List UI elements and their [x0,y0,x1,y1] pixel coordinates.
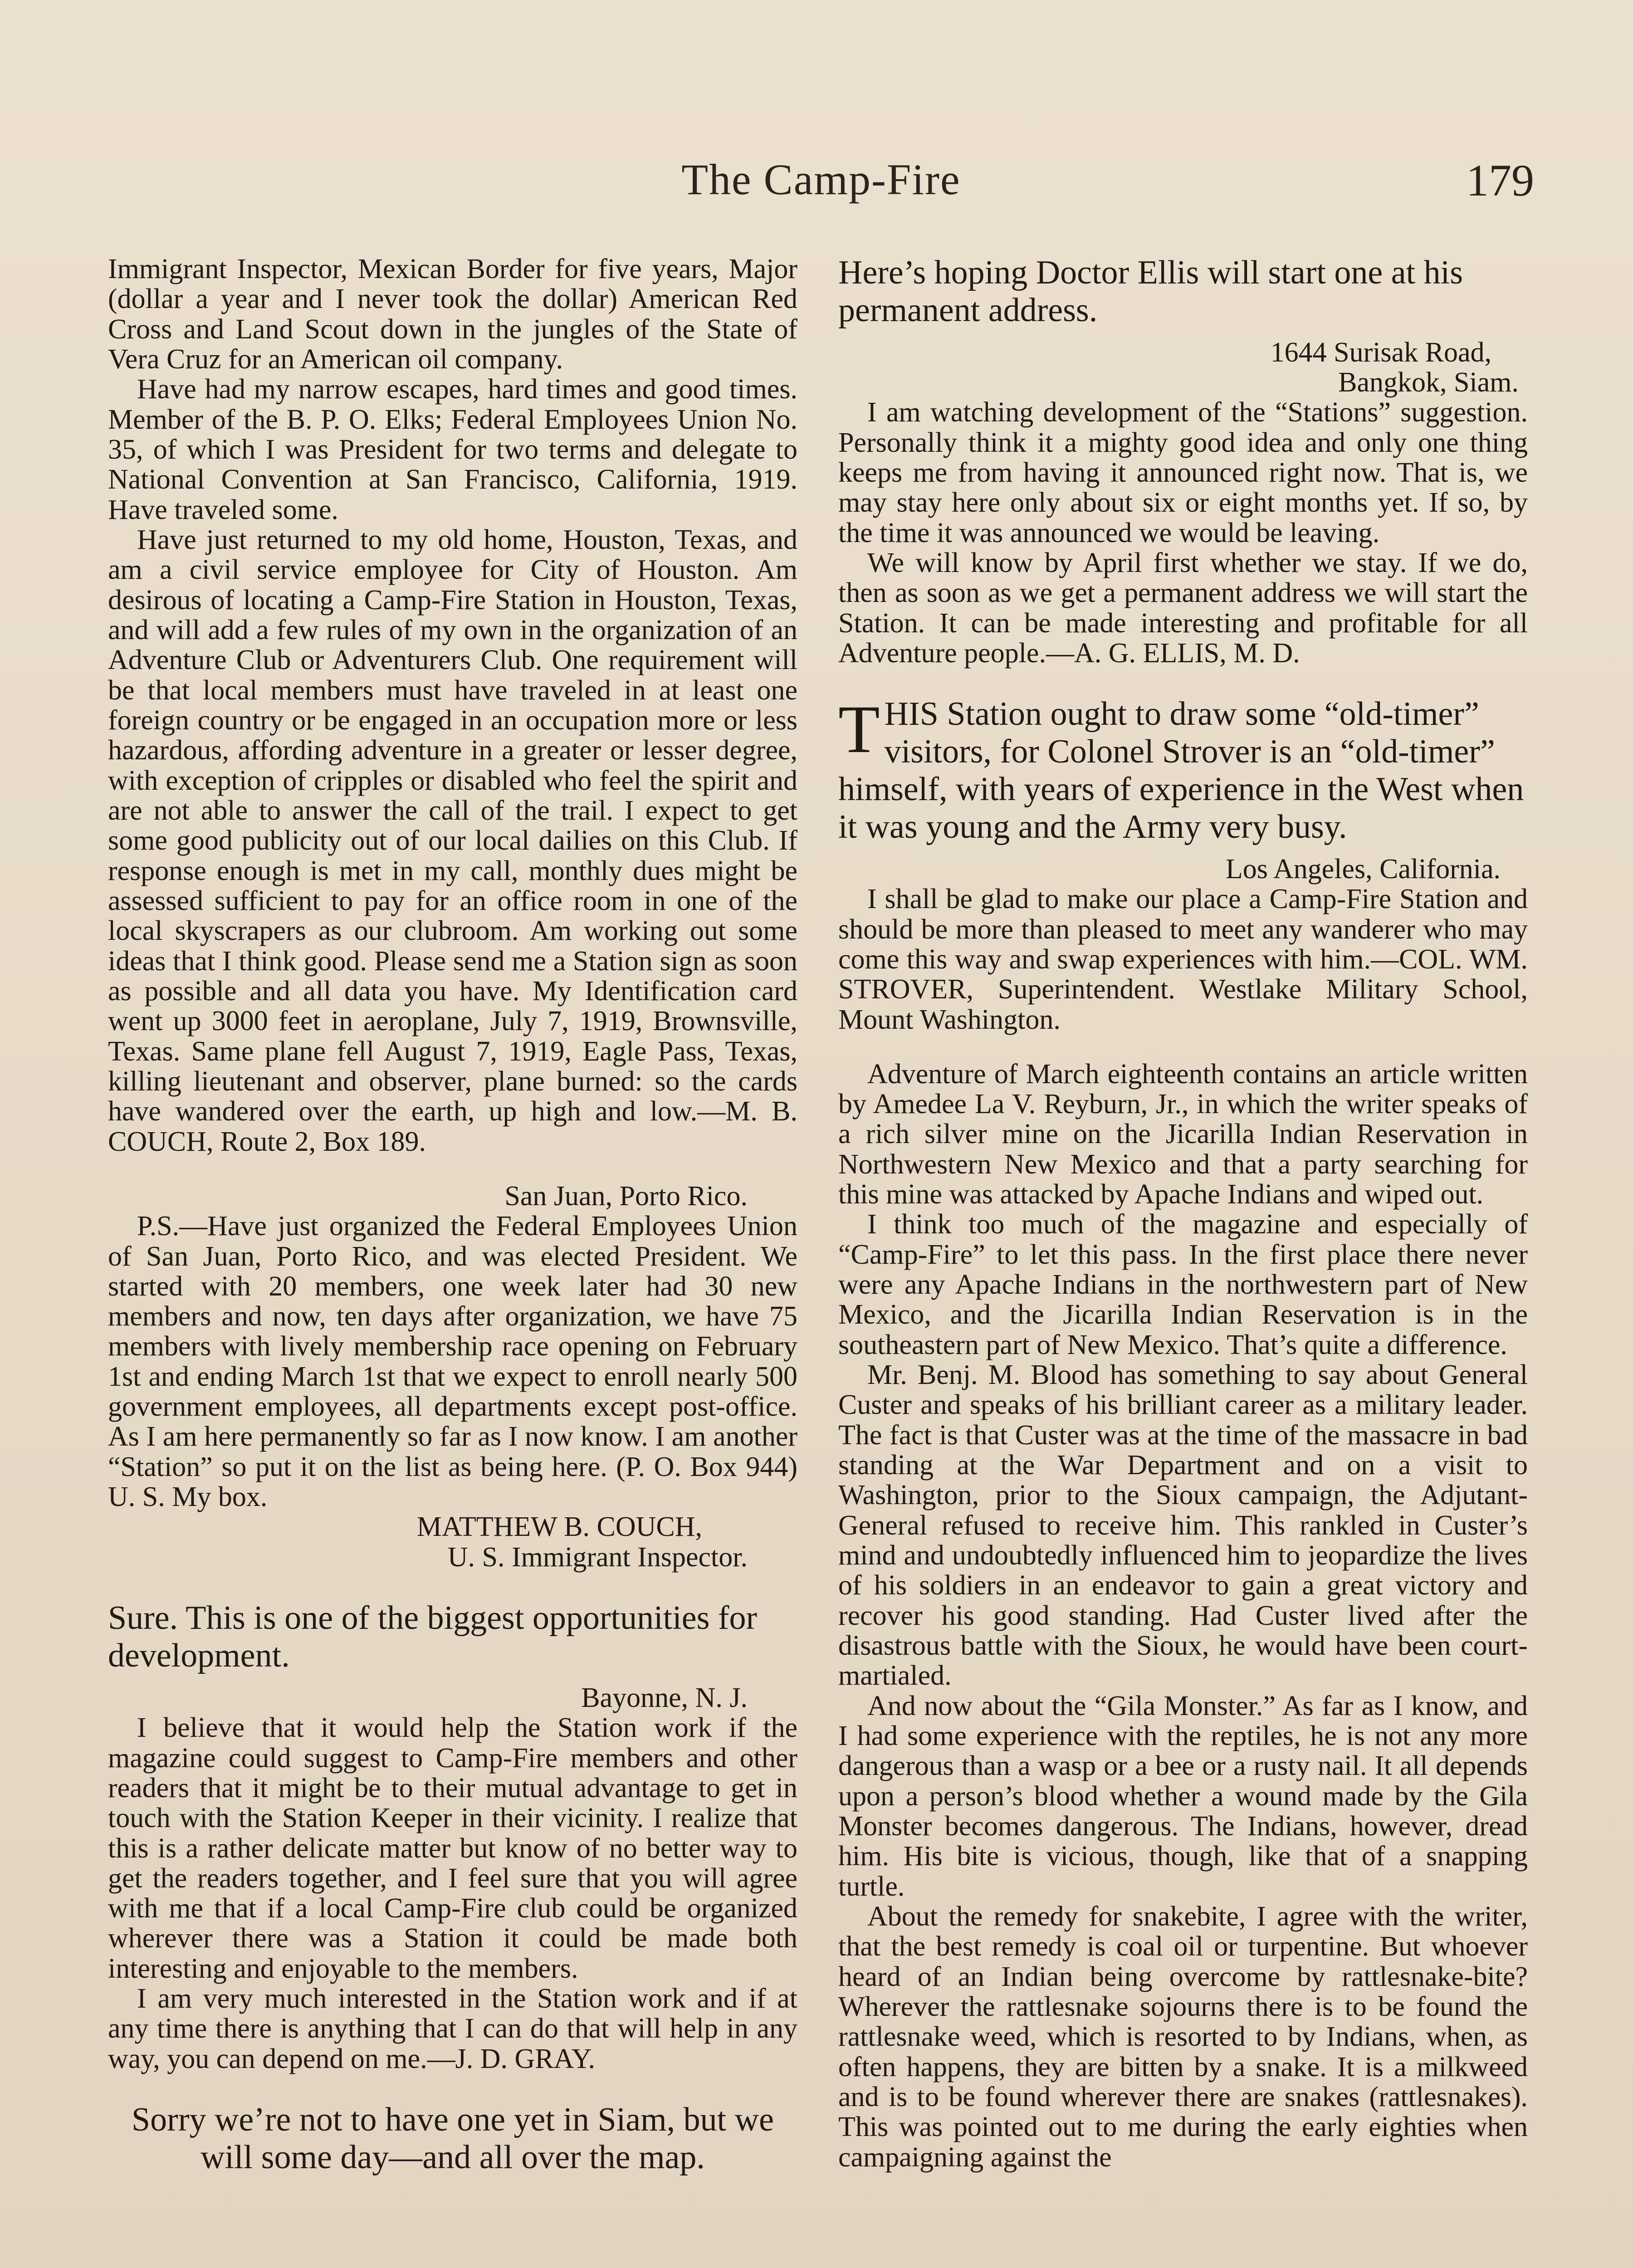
letter-paragraph: We will know by April first whether we stay. If we do, then as soon as we get a permanent address we will start the Station. It can be made interesting and profitable for all Adventure people.—A. G. ELLIS, M. D. [838,547,1528,669]
spacer [838,1035,1528,1059]
running-head-title: The Camp-Fire [681,155,961,204]
spacer [108,1157,797,1181]
editor-comment: Sorry we’re not to have one yet in Siam, but we will some day—and all over the map. [132,2101,774,2176]
letter-place: Bayonne, N. J. [581,1682,748,1713]
editor-comment: Here’s hoping Doctor Ellis will start one at his permanent address. [838,254,1463,329]
letter-paragraph: Mr. Benj. M. Blood has something to say about General Custer and speaks of his brilliant career as a military leader. The fact is that Custer was at the time of the massacre in bad standing at the War Department and on a visit to Washington, prior to the Sioux campaign, the Adjutant-General refused to receive him. This rankled in Custer’s mind and undoubtedly influenced him to jeopardize the lives of his soldiers in an endeavor to gain a great victory and recover his good standing. Had Custer lived after the disastrous battle with the Sioux, he would have been court-martialed. [838,1359,1528,1691]
page-number: 179 [1466,155,1534,205]
letter-paragraph: Adventure of March eighteenth contains an article written by Amedee La V. Reyburn, Jr., in which the writer speaks of a rich silver mine on the Jicarilla Indian Reservation in Northwestern New Mexico and that a party searching for this mine was attacked by Apache Indians and wiped out. [838,1058,1528,1210]
letter-paragraph: Immigrant Inspector, Mexican Border for five years, Major (dollar a year and I never took the dollar) American Red Cross and Land Scout down in the jungles of the State of Vera Cruz for an American oil company. [108,254,797,375]
letter-signature: MATTHEW B. COUCH, [416,1511,702,1543]
letter-paragraph: I think too much of the magazine and especially of “Camp-Fire” to let this pass. In the first place there never were any Apache Indians in the northwestern part of New Mexico, and the Jicarilla Indian Reservation is in the southeastern part of New Mexico. That’s quite a difference. [838,1209,1528,1360]
letter-paragraph: I shall be glad to make our place a Camp-Fire Station and should be more than pleased to meet any wanderer who may come this way and swap experiences with him.—COL. WM. STROVER, Superintendent. Westlake Military School, Mount Washington. [838,884,1528,1035]
letter-address: 1644 Surisak Road, [1270,337,1491,368]
letter-paragraph: And now about the “Gila Monster.” As far as I know, and I had some experience with the reptiles, he is not any more dangerous than a wasp or a bee or a rusty nail. It all depends upon a person’s blood whether a wound made by the Gila Monster becomes dangerous. The Indians, however, dread him. His bite is vicious, though, like that of a snapping turtle. [838,1690,1528,1902]
editor-comment: Sure. This is one of the biggest opportunities for development. [108,1599,758,1674]
letter-paragraph: About the remedy for snakebite, I agree with the writer, that the best remedy is coal oil or turpentine. But whoever heard of an Indian being overcome by rattlesnake-bite? Wherever the rattlesnake sojourns there is to be found the rattlesnake weed, which is resorted to by Indians, when, as often happens, they are bitten by a snake. It is a milkweed and is to be found wherever there are snakes (rattlesnakes). This was pointed out to me during the early eighties when campaigning against the [838,1901,1528,2173]
letter-paragraph: I am watching development of the “Stations” suggestion. Personally think it a mighty good idea and only one thing keeps me from having it announced right now. That is, we may stay here only about six or eight months yet. If so, by the time it was announced we would be leaving. [838,397,1528,548]
letter-paragraph: Have just returned to my old home, Houston, Texas, and am a civil service employee for City of Houston. Am desirous of locating a Camp-Fire Station in Houston, Texas, and will add a few rules of my own in the organization of an Adventure Club or Adventurers Club. One requirement will be that local members must have traveled in at least one foreign country or be engaged in an occupation more or less hazardous, affording adventure in a greater or lesser degree, with exception of cripples or disabled who feel the spirit and are not able to answer the call of the trail. I expect to get some good publicity out of our local dailies on this Club. If response enough is met in my call, monthly dues might be assessed sufficient to pay for an office room in one of the local skyscrapers as our clubroom. Am working out some ideas that I think good. Please send me a Station sign as soon as possible and all data you have. My Identification card went up 3000 feet in aeroplane, July 7, 1919, Brownsville, Texas. Same plane fell August 7, 1919, Eagle Pass, Texas, killing lieutenant and observer, plane burned: so the cards have wandered over the earth, up high and low.—M. B. COUCH, Route 2, Box 189. [108,524,797,1157]
letter-paragraph: I am very much interested in the Station work and if at any time there is anything that I can do that will help in any way, you can depend on me.—J. D. GRAY. [108,1983,797,2074]
page-header [108,154,1534,218]
letter-place: San Juan, Porto Rico. [504,1180,748,1212]
letter-place: Los Angeles, California. [1225,853,1501,885]
right-column [838,254,1528,2172]
letter-signature: U. S. Immigrant Inspector. [447,1541,748,1573]
editor-comment: THIS Station ought to draw some “old-timer” visitors, for Colonel Strover is an “old-timer” himself, with years of experience in the West when it was young and the Army very busy. [838,692,1524,846]
letter-paragraph: P.S.—Have just organized the Federal Employees Union of San Juan, Porto Rico, and was elected President. We started with 20 members, one week later had 30 new members and now, ten days after organization, we have 75 members with lively membership race opening on February 1st and ending March 1st that we expect to enroll nearly 500 government employees, all departments except post-office. As I am here permanently so far as I now know. I am another “Station” so put it on the list as being here. (P. O. Box 944) U. S. My box. [108,1211,797,1513]
letter-paragraph: I believe that it would help the Station work if the magazine could suggest to Camp-Fire members and other readers that it might be to their mutual advantage to get in touch with the Station Keeper in their vicinity. I realize that this is a rather delicate matter but know of no better way to get the readers together, and I feel sure that you will agree with me that if a local Camp-Fire club could be organized wherever there was a Station it could be made both interesting and enjoyable to the members. [108,1712,797,1984]
letter-paragraph: Have had my narrow escapes, hard times and good times. Member of the B. P. O. Elks; Federal Employees Union No. 35, of which I was President for two terms and delegate to National Convention at San Francisco, California, 1919. Have traveled some. [108,374,797,525]
letter-address: Bangkok, Siam. [1338,367,1519,398]
left-column [108,254,797,2185]
